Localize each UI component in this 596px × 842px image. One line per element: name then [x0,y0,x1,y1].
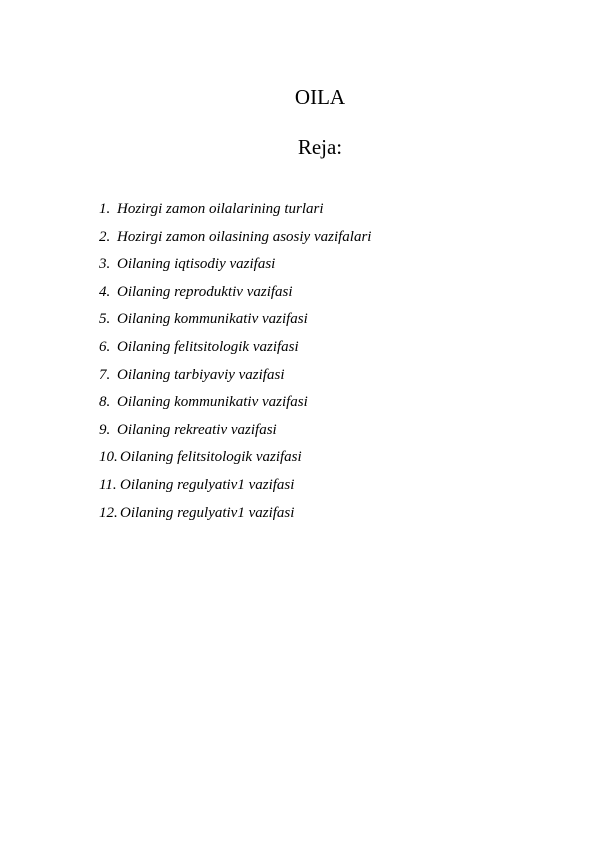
list-item [99,365,371,393]
list-item-text: Oilaning reproduktiv vazifasi [117,283,293,300]
list-item [99,282,371,310]
list-item [99,447,371,475]
list-item-text: Hozirgi zamon oilalarining turlari [117,201,324,217]
list-item [99,254,371,282]
plan-heading: Reja: [297,135,343,159]
list-item-number: 4. [99,283,111,300]
list-item-number: 7. [99,366,111,383]
list-item [99,309,371,337]
list-item-number: 10. [99,449,118,466]
list-item [99,392,371,420]
list-item-text: Oilaning rekreativ vazifasi [117,421,277,438]
list-item-number: 2. [99,228,111,245]
list-item [99,337,371,365]
page-title: OILA [294,85,346,109]
list-item-text: Oilaning felitsitologik vazifasi [120,449,302,466]
plan-list [99,199,371,530]
list-item-text: Hozirgi zamon oilasining asosiy vazifalari [117,228,372,245]
list-item-number: 6. [99,338,111,355]
list-item-text: Oilaning felitsitologik vazifasi [117,338,299,355]
list-item [99,227,371,255]
list-item-number: 5. [99,311,111,328]
list-item-text: Oilaning regulyativ1 vazifasi [120,476,295,493]
list-item-text: Oilaning regulyativ1 vazifasi [120,504,295,521]
list-item [99,503,371,531]
list-item-number: 11. [99,476,117,493]
list-item-number: 12. [99,504,118,521]
list-item-text: Oilaning tarbiyaviy vazifasi [117,366,285,383]
list-item-text: Oilaning kommunikativ vazifasi [117,394,308,411]
list-item [99,475,371,503]
list-item-text: Oilaning kommunikativ vazifasi [117,311,308,328]
list-item-number: 1. [99,201,111,217]
list-item [99,420,371,448]
list-item-number: 8. [99,394,111,411]
list-item-text: Oilaning iqtisodiy vazifasi [117,256,276,273]
list-item-number: 3. [99,256,111,273]
list-item-number: 9. [99,421,111,438]
list-item [99,199,371,227]
